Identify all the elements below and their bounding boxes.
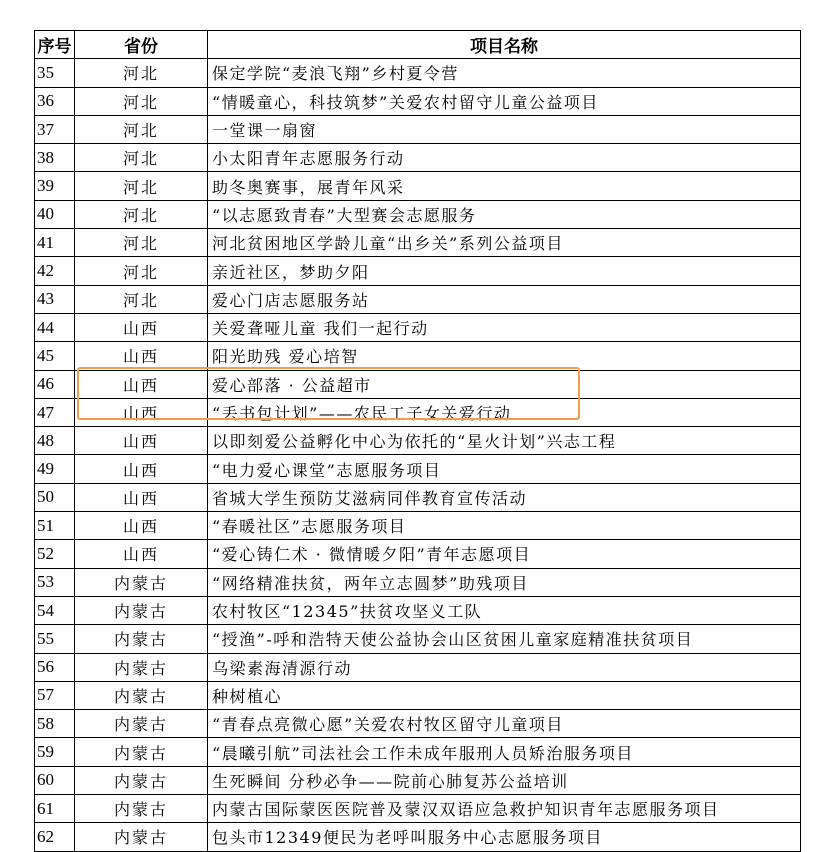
row-number: 46 xyxy=(35,370,75,398)
row-number: 38 xyxy=(35,144,75,172)
row-province: 山西 xyxy=(75,455,208,483)
row-project-name: “电力爱心课堂”志愿服务项目 xyxy=(208,455,801,483)
row-province: 河北 xyxy=(75,87,208,115)
row-province: 山西 xyxy=(75,540,208,568)
row-project-name: 以即刻爱公益孵化中心为依托的“星火计划”兴志工程 xyxy=(208,427,801,455)
header-name: 项目名称 xyxy=(208,31,801,59)
row-project-name: “丢书包计划”——农民工子女关爱行动 xyxy=(208,398,801,426)
row-province: 河北 xyxy=(75,115,208,143)
row-province: 山西 xyxy=(75,342,208,370)
row-number: 42 xyxy=(35,257,75,285)
row-province: 内蒙古 xyxy=(75,795,208,823)
row-project-name: 省城大学生预防艾滋病同伴教育宣传活动 xyxy=(208,483,801,511)
row-province: 内蒙古 xyxy=(75,653,208,681)
row-project-name: 亲近社区，梦助夕阳 xyxy=(208,257,801,285)
table-row xyxy=(35,115,801,143)
row-province: 河北 xyxy=(75,200,208,228)
row-project-name: 一堂课一扇窗 xyxy=(208,115,801,143)
table-row xyxy=(35,795,801,823)
table-row xyxy=(35,681,801,709)
header-no: 序号 xyxy=(35,31,75,59)
row-project-name: 河北贫困地区学龄儿童“出乡关”系列公益项目 xyxy=(208,229,801,257)
row-number: 47 xyxy=(35,398,75,426)
table-row xyxy=(35,568,801,596)
row-number: 43 xyxy=(35,285,75,313)
row-project-name: “网络精准扶贫，两年立志圆梦”助残项目 xyxy=(208,568,801,596)
row-number: 40 xyxy=(35,200,75,228)
row-number: 55 xyxy=(35,625,75,653)
row-province: 河北 xyxy=(75,144,208,172)
table-row xyxy=(35,285,801,313)
row-number: 54 xyxy=(35,596,75,624)
table-row xyxy=(35,427,801,455)
row-province: 山西 xyxy=(75,427,208,455)
row-project-name: “爱心铸仁术 · 微情暖夕阳”青年志愿项目 xyxy=(208,540,801,568)
row-project-name: 爱心部落 · 公益超市 xyxy=(208,370,801,398)
table-row xyxy=(35,59,801,87)
row-province: 河北 xyxy=(75,59,208,87)
row-province: 内蒙古 xyxy=(75,710,208,738)
row-number: 62 xyxy=(35,823,75,851)
row-number: 39 xyxy=(35,172,75,200)
table-row xyxy=(35,200,801,228)
project-table xyxy=(34,30,801,852)
row-province: 山西 xyxy=(75,483,208,511)
table-row xyxy=(35,144,801,172)
row-project-name: “情暖童心，科技筑梦”关爱农村留守儿童公益项目 xyxy=(208,87,801,115)
row-project-name: 阳光助残 爱心培智 xyxy=(208,342,801,370)
row-project-name: “授渔”-呼和浩特天使公益协会山区贫困儿童家庭精准扶贫项目 xyxy=(208,625,801,653)
row-project-name: 乌梁素海清源行动 xyxy=(208,653,801,681)
row-number: 58 xyxy=(35,710,75,738)
table-row xyxy=(35,540,801,568)
row-province: 内蒙古 xyxy=(75,625,208,653)
row-project-name: 生死瞬间 分秒必争——院前心肺复苏公益培训 xyxy=(208,766,801,794)
row-province: 内蒙古 xyxy=(75,568,208,596)
row-province: 内蒙古 xyxy=(75,766,208,794)
row-number: 51 xyxy=(35,512,75,540)
row-province: 河北 xyxy=(75,229,208,257)
table-row xyxy=(35,653,801,681)
table-body xyxy=(35,59,801,851)
row-number: 49 xyxy=(35,455,75,483)
row-project-name: “晨曦引航”司法社会工作未成年服刑人员矫治服务项目 xyxy=(208,738,801,766)
row-province: 山西 xyxy=(75,398,208,426)
row-project-name: “以志愿致青春”大型赛会志愿服务 xyxy=(208,200,801,228)
table-row xyxy=(35,455,801,483)
row-number: 44 xyxy=(35,313,75,341)
row-project-name: 种树植心 xyxy=(208,681,801,709)
table-row xyxy=(35,313,801,341)
table-row xyxy=(35,823,801,851)
row-project-name: 小太阳青年志愿服务行动 xyxy=(208,144,801,172)
header-row xyxy=(35,31,801,59)
row-number: 56 xyxy=(35,653,75,681)
row-number: 53 xyxy=(35,568,75,596)
table-row xyxy=(35,398,801,426)
table-row xyxy=(35,342,801,370)
row-province: 山西 xyxy=(75,370,208,398)
row-number: 36 xyxy=(35,87,75,115)
row-number: 35 xyxy=(35,59,75,87)
row-number: 37 xyxy=(35,115,75,143)
row-project-name: 内蒙古国际蒙医医院普及蒙汉双语应急救护知识青年志愿服务项目 xyxy=(208,795,801,823)
row-province: 山西 xyxy=(75,313,208,341)
table-row xyxy=(35,710,801,738)
table-row xyxy=(35,370,801,398)
row-project-name: 关爱聋哑儿童 我们一起行动 xyxy=(208,313,801,341)
row-number: 50 xyxy=(35,483,75,511)
row-project-name: 爱心门店志愿服务站 xyxy=(208,285,801,313)
table-row xyxy=(35,596,801,624)
table-row xyxy=(35,483,801,511)
row-province: 内蒙古 xyxy=(75,823,208,851)
table-row xyxy=(35,257,801,285)
row-number: 52 xyxy=(35,540,75,568)
row-project-name: “青春点亮微心愿”关爱农村牧区留守儿童项目 xyxy=(208,710,801,738)
header-province: 省份 xyxy=(75,31,208,59)
table-row xyxy=(35,87,801,115)
row-province: 内蒙古 xyxy=(75,738,208,766)
row-number: 41 xyxy=(35,229,75,257)
row-number: 45 xyxy=(35,342,75,370)
row-province: 内蒙古 xyxy=(75,596,208,624)
row-number: 60 xyxy=(35,766,75,794)
row-project-name: “春暖社区”志愿服务项目 xyxy=(208,512,801,540)
row-province: 河北 xyxy=(75,172,208,200)
row-province: 内蒙古 xyxy=(75,681,208,709)
row-province: 山西 xyxy=(75,512,208,540)
row-province: 河北 xyxy=(75,257,208,285)
table-row xyxy=(35,738,801,766)
table-row xyxy=(35,766,801,794)
row-project-name: 包头市12349便民为老呼叫服务中心志愿服务项目 xyxy=(208,823,801,851)
row-number: 61 xyxy=(35,795,75,823)
row-project-name: 保定学院“麦浪飞翔”乡村夏令营 xyxy=(208,59,801,87)
table-row xyxy=(35,625,801,653)
row-province: 河北 xyxy=(75,285,208,313)
table-row xyxy=(35,512,801,540)
row-number: 57 xyxy=(35,681,75,709)
row-project-name: 农村牧区“12345”扶贫攻坚义工队 xyxy=(208,596,801,624)
row-project-name: 助冬奥赛事，展青年风采 xyxy=(208,172,801,200)
table-row xyxy=(35,229,801,257)
row-number: 59 xyxy=(35,738,75,766)
table-row xyxy=(35,172,801,200)
row-number: 48 xyxy=(35,427,75,455)
